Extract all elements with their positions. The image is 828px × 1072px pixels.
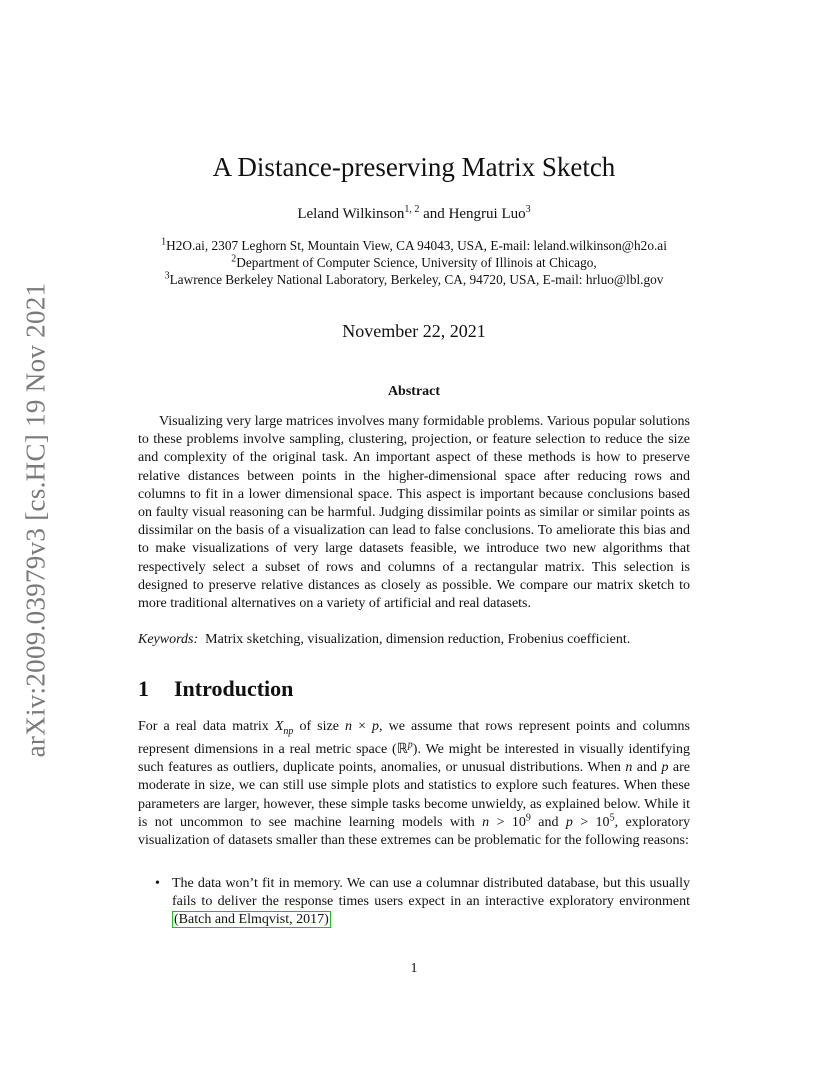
affiliation-line — [0, 254, 828, 271]
author-name: Leland Wilkinson — [297, 206, 405, 222]
text-run: and — [530, 814, 566, 830]
abstract-heading: Abstract — [387, 384, 441, 399]
text-run: , we assume that rows represent points and columns represent dimensions in a real metric space (ℝ — [138, 719, 690, 757]
bullet-icon: • — [155, 876, 160, 891]
bullet-text — [172, 875, 690, 930]
section-heading — [138, 676, 293, 702]
publication-date: November 22, 2021 — [342, 321, 486, 341]
math-symbol: n — [482, 814, 490, 830]
text-run: ). We might be interested in visually identifying such features as outliers, duplicate points, anomalies, or unusual distributions. When — [138, 742, 690, 776]
page-number: 1 — [410, 961, 418, 976]
affiliation-line — [0, 237, 828, 254]
affiliations — [0, 237, 828, 288]
author-connector: and — [419, 206, 449, 222]
keywords-label: Keywords: — [138, 632, 199, 647]
affiliation-mark: 3 — [164, 270, 170, 282]
author-affiliation-mark: 3 — [525, 204, 531, 215]
author-affiliation-mark: 1, 2 — [404, 204, 420, 215]
math-symbol: p — [372, 719, 380, 734]
math-subscript: np — [283, 725, 294, 737]
text-run: of size — [293, 719, 346, 734]
paper-title: A Distance-preserving Matrix Sketch — [212, 152, 616, 182]
math-superscript: p — [407, 739, 413, 751]
author-line — [0, 206, 828, 223]
affiliation-text: Department of Computer Science, University of Illinois at Chicago, — [236, 255, 597, 270]
text-run: The data won’t fit in memory. We can use a columnar distributed database, but this usually fails to deliver the response times users expect in an interactive exploratory environment — [172, 876, 690, 910]
text-run: × — [352, 719, 373, 734]
arxiv-identifier-stamp[interactable]: arXiv:2009.03979v3 [cs.HC] 19 Nov 2021 — [20, 282, 51, 758]
keywords-text: Matrix sketching, visualization, dimension reduction, Frobenius coefficient. — [205, 632, 631, 647]
text-run: , exploratory visualization of datasets smaller than these extremes can be problematic for the following reasons: — [138, 814, 690, 849]
affiliation-text: H2O.ai, 2307 Leghorn St, Mountain View, CA 94043, USA, E-mail: leland.wilkinson@h2o.ai — [166, 238, 667, 253]
math-superscript: 9 — [525, 812, 531, 824]
affiliation-line — [0, 271, 828, 288]
keywords-line — [138, 631, 698, 649]
math-symbol: n — [345, 719, 353, 734]
text-run: and — [632, 760, 662, 776]
section-number: 1 — [138, 676, 149, 701]
abstract-body: Visualizing very large matrices involves many formidable problems. Various popular solutions to these problems involve sampling, clustering, projection, or feature selection to reduce the size and complexity of the original task. An important aspect of these methods is how to preserve relative distances between points in the higher-dimensional space after reducing rows and columns to fit in a lower dimensional space. This aspect is important because conclusions based on faulty visual reasoning can be harmful. Judging dissimilar points as similar or similar points as dissimilar on the basis of a visualization can lead to false conclusions. To ameliorate this bias and to make visualizations of very large datasets feasible, we introduce two new algorithms that respectively select a subset of rows and columns of a rectangular matrix. This selection is designed to preserve relative distances as closely as possible. We compare our matrix sketch to more traditional alternatives on a variety of artificial and real datasets. — [138, 414, 690, 612]
bullet-item — [155, 875, 690, 930]
text-run: > 10 — [572, 814, 610, 830]
introduction-paragraph — [138, 718, 690, 850]
text-run: > 10 — [489, 814, 526, 830]
text-run: For a real data matrix — [138, 719, 275, 734]
math-superscript: 5 — [609, 812, 615, 824]
affiliation-mark: 2 — [231, 253, 237, 265]
affiliation-text: Lawrence Berkeley National Laboratory, Berkeley, CA, 94720, USA, E-mail: hrluo@lbl.gov — [169, 272, 664, 287]
math-symbol: n — [625, 760, 633, 776]
citation-link[interactable]: (Batch and Elmqvist, 2017) — [174, 912, 329, 928]
math-symbol: p — [661, 760, 669, 776]
section-title: Introduction — [174, 676, 294, 701]
author-name: Hengrui Luo — [448, 206, 526, 222]
math-symbol: X — [274, 719, 284, 734]
affiliation-mark: 1 — [161, 236, 167, 248]
text-run: are moderate in size, we can still use simple plots and statistics to explore such features. When these parameters are larger, however, these simple tasks become unwieldy, as explained below. While it is not uncommon to see machine learning models with — [138, 760, 690, 830]
math-symbol: p — [565, 814, 573, 830]
